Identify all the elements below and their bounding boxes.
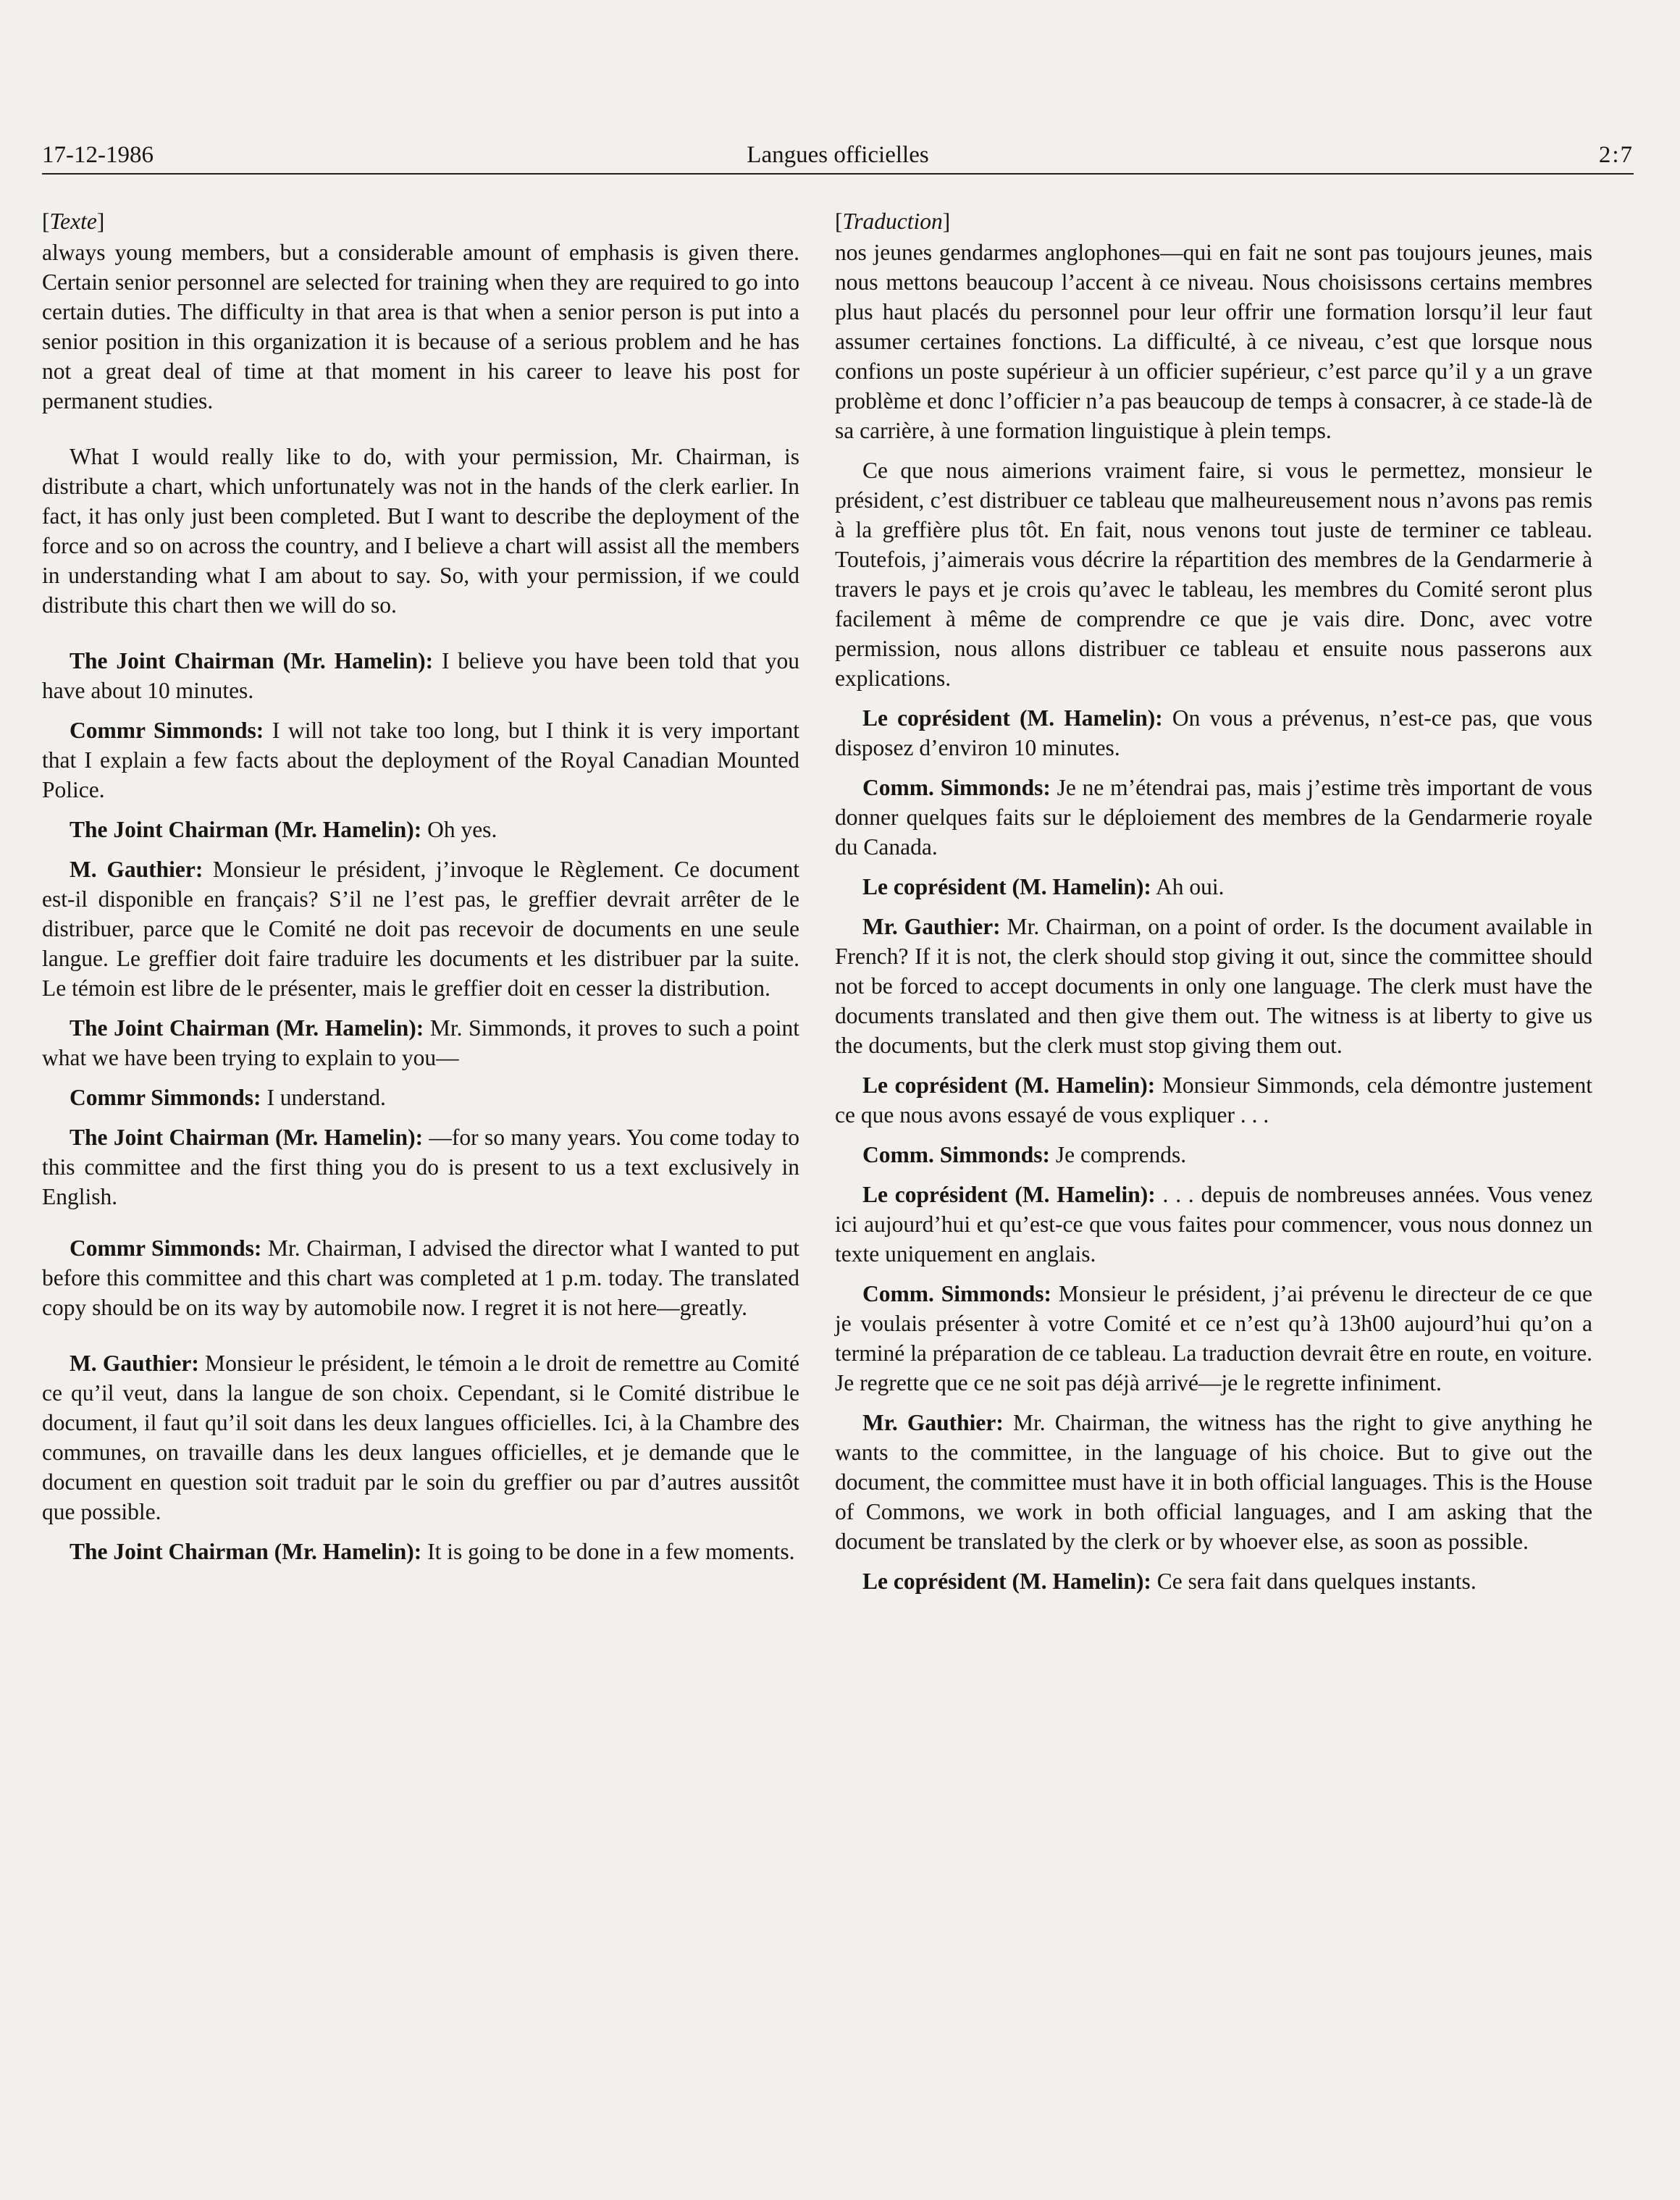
- speaker-name: Le coprésident (M. Hamelin):: [862, 1072, 1156, 1098]
- left-paragraph: The Joint Chairman (Mr. Hamelin): I believe you have been told that you have about 10 minutes.: [42, 648, 799, 703]
- header-title: Langues officielles: [747, 142, 929, 168]
- speaker-name: M. Gauthier:: [70, 1351, 199, 1376]
- speaker-name: Comm. Simmonds:: [862, 775, 1051, 800]
- right-column: [835, 206, 1592, 1606]
- left-paragraph: M. Gauthier: Monsieur le président, le témoin a le droit de remettre au Comité ce qu’il veut, dans la langue de son choix. Cependant, si le Comité distribue le document, il faut qu’il soit dans les deux langues officielles. Ici, à la Chambre des communes, on travaille dans les deux langues officielles, et je demande que le document en question soit traduit par le soin du greffier ou par d’autres aussitôt que possible.: [42, 1351, 799, 1524]
- speaker-name: The Joint Chairman (Mr. Hamelin):: [70, 1125, 424, 1150]
- speaker-name: M. Gauthier:: [70, 857, 203, 882]
- page-header: [42, 141, 1634, 175]
- left-column: [42, 206, 799, 1576]
- left-paragraph: The Joint Chairman (Mr. Hamelin): Oh yes.: [70, 817, 497, 842]
- left-paragraph: M. Gauthier: Monsieur le président, j’invoque le Règlement. Ce document est-il disponible en français? S’il ne l’est pas, le greffier devrait arrêter de le distribuer, parce que le Comité ne doit pas recevoir de documents en une seule langue. Le greffier doit faire traduire les documents et les distribuer par la suite. Le témoin est libre de le présenter, mais le greffier doit en cesser la distribution.: [42, 857, 799, 1001]
- right-paragraph: Le coprésident (M. Hamelin): On vous a prévenus, n’est-ce pas, que vous disposez d’environ 10 minutes.: [835, 705, 1592, 760]
- left-paragraph: What I would really like to do, with your permission, Mr. Chairman, is distribute a chart, which unfortunately was not in the hands of the clerk earlier. In fact, it has only just been completed. But I want to describe the deployment of the force and so on across the country, and I believe a chart will assist all the members in understanding what I am about to say. So, with your permission, if we could distribute this chart then we will do so.: [42, 444, 799, 618]
- right-paragraph: Le coprésident (M. Hamelin): Ce sera fait dans quelques instants.: [862, 1569, 1477, 1594]
- right-paragraph: Comm. Simmonds: Je comprends.: [862, 1142, 1187, 1167]
- left-paragraph: The Joint Chairman (Mr. Hamelin): —for so many years. You come today to this committee and the first thing you do is present to us a text exclusively in English.: [42, 1125, 799, 1209]
- left-paragraph: The Joint Chairman (Mr. Hamelin): Mr. Simmonds, it proves to such a point what we have been trying to explain to you—: [42, 1015, 799, 1070]
- speaker-name: The Joint Chairman (Mr. Hamelin):: [70, 648, 434, 673]
- header-date: 17-12-1986: [42, 142, 154, 168]
- left-paragraph: Commr Simmonds: I will not take too long, but I think it is very important that I explain a few facts about the deployment of the Royal Canadian Mounted Police.: [42, 718, 799, 802]
- speaker-name: The Joint Chairman (Mr. Hamelin):: [70, 817, 422, 842]
- speaker-name: Commr Simmonds:: [70, 718, 264, 743]
- speaker-name: Le coprésident (M. Hamelin):: [862, 874, 1151, 899]
- header-page-number: 2:7: [1598, 142, 1634, 168]
- right-paragraph: Comm. Simmonds: Monsieur le président, j’ai prévenu le directeur de ce que je voulais présenter à votre Comité et ce n’est qu’à 13h00 aujourd’hui qu’on a terminé la préparation de ce tableau. La traduction devrait être en route, en voiture. Je regrette que ce ne soit pas déjà arrivé—je le regrette infiniment.: [835, 1281, 1593, 1395]
- right-paragraph: Mr. Gauthier: Mr. Chairman, the witness has the right to give anything he wants to the committee, in the language of his choice. But to give out the document, the committee must have it in both official languages. This is the House of Commons, we work in both official languages, and I am asking that the document be translated by the clerk or by whoever else, as soon as possible.: [835, 1410, 1592, 1554]
- right-paragraph: Le coprésident (M. Hamelin): Ah oui.: [862, 874, 1225, 899]
- left-column-tag: [Texte]: [42, 209, 105, 234]
- right-paragraph: Le coprésident (M. Hamelin): . . . depuis de nombreuses années. Vous venez ici aujourd’hui et qu’est-ce que vous faites pour commencer, vous nous donnez un texte uniquement en anglais.: [835, 1182, 1593, 1267]
- speaker-name: Le coprésident (M. Hamelin):: [862, 1569, 1151, 1594]
- speaker-name: The Joint Chairman (Mr. Hamelin):: [70, 1015, 424, 1041]
- right-paragraph: Mr. Gauthier: Mr. Chairman, on a point of order. Is the document available in French? If it is not, the clerk should stop giving it out, since the committee should not be forced to accept documents in only one language. The clerk must have the documents translated and then give them out. The witness is at liberty to give us the documents, but the clerk must stop giving them out.: [835, 914, 1592, 1058]
- right-column-tag: [Traduction]: [835, 209, 951, 234]
- speaker-name: Commr Simmonds:: [70, 1085, 261, 1110]
- speaker-name: Le coprésident (M. Hamelin):: [862, 1182, 1156, 1207]
- left-paragraph: always young members, but a considerable amount of emphasis is given there. Certain senior personnel are selected for training when they are required to go into certain duties. The difficulty in that area is that when a senior person is put into a senior position in this organization it is because of a serious problem and he has not a great deal of time at that moment in his career to leave his post for permanent studies.: [42, 240, 799, 413]
- right-paragraph: Comm. Simmonds: Je ne m’étendrai pas, mais j’estime très important de vous donner quelques faits sur le déploiement des membres de la Gendarmerie royale du Canada.: [835, 775, 1592, 860]
- speaker-name: Mr. Gauthier:: [862, 914, 1001, 939]
- right-paragraph: Ce que nous aimerions vraiment faire, si vous le permettez, monsieur le président, c’est distribuer ce tableau que malheureusement nous n’avons pas remis à la greffière plus tôt. En fait, nous venons tout juste de terminer ce tableau. Toutefois, j’aimerais vous décrire la répartition des membres de la Gendarmerie à travers le pays et je crois qu’avec le tableau, les membres du Comité seront plus facilement à même de comprendre ce que je vais dire. Donc, avec votre permission, nous allons distribuer ce tableau et ensuite nous passerons aux explications.: [835, 458, 1592, 691]
- left-paragraph: Commr Simmonds: Mr. Chairman, I advised the director what I wanted to put before this committee and this chart was completed at 1 p.m. today. The translated copy should be on its way by automobile now. I regret it is not here—greatly.: [42, 1235, 799, 1320]
- right-paragraph: Le coprésident (M. Hamelin): Monsieur Simmonds, cela démontre justement ce que nous avons essayé de vous expliquer . . .: [835, 1072, 1592, 1128]
- speaker-name: Mr. Gauthier:: [862, 1410, 1004, 1435]
- speaker-name: Comm. Simmonds:: [862, 1281, 1052, 1306]
- speaker-name: Le coprésident (M. Hamelin):: [862, 705, 1163, 731]
- speaker-name: Comm. Simmonds:: [862, 1142, 1051, 1167]
- right-paragraph: nos jeunes gendarmes anglophones—qui en fait ne sont pas toujours jeunes, mais nous mettons beaucoup l’accent à ce niveau. Nous choisissons certains membres plus haut placés du personnel pour leur offrir une formation lorsqu’il leur faut assumer certaines fonctions. La difficulté, à ce niveau, c’est que lorsque nous confions un poste supérieur à un officier supérieur, c’est parce qu’il y a un grave problème et donc l’officier n’a pas beaucoup de temps à consacrer, à ce stade-là de sa carrière, à une formation linguistique à plein temps.: [835, 240, 1592, 443]
- speaker-name: Commr Simmonds:: [70, 1235, 262, 1261]
- speaker-name: The Joint Chairman (Mr. Hamelin):: [70, 1539, 422, 1564]
- left-paragraph: Commr Simmonds: I understand.: [70, 1085, 386, 1110]
- left-paragraph: The Joint Chairman (Mr. Hamelin): It is going to be done in a few moments.: [70, 1539, 795, 1564]
